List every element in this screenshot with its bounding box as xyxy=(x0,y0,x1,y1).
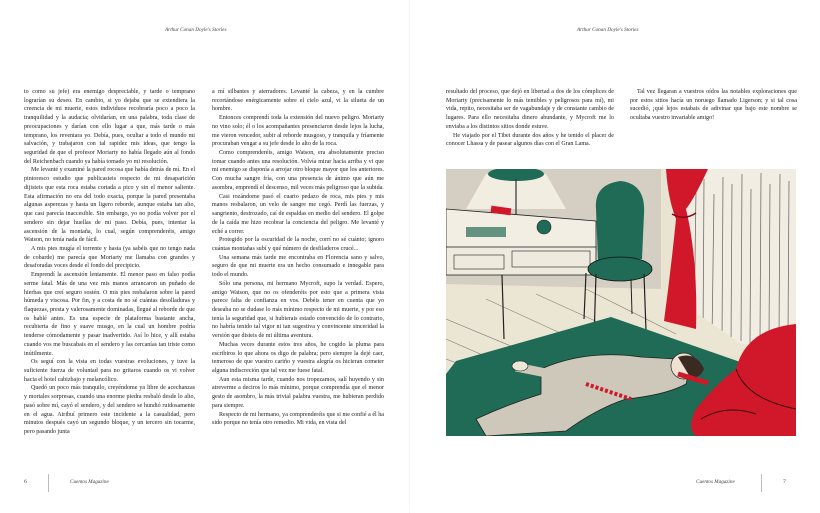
paragraph: Protegido por la oscuridad de la noche, corrí no sé cuánto; ignoro cuántas montañas subí y qué número de desfiladeros crucé... xyxy=(212,237,384,252)
running-head: Arthur Conan Doyle's Stories xyxy=(165,27,227,33)
paragraph: a mí silbantes y aterradores. Levanté la cabeza, y en la cumbre recortándose enérgicamente sobre el cielo azul, vi la silueta de un hombre. xyxy=(212,89,384,113)
magazine-title: Cuentos Magazine xyxy=(696,479,735,485)
paragraph: He viajado por el Tibet durante dos años y he tenido el placer de conocer Lhassa y de pasear algunos días con el Gran Lama. xyxy=(446,132,614,148)
paragraph: resultado del proceso, que dejó en libertad a dos de los cómplices de Moriarty (precisamente lo más temibles y peligrosos para mí), mi vida, repito, necesitaba ser de vagabundaje y de constante cambio de lugares. Para ello necesitaba dinero abundante, y Mycroft me lo enviaba a los distintos sitios donde estuve. xyxy=(446,89,614,130)
magazine-title: Cuentos Magazine xyxy=(70,479,109,485)
text-column-1 xyxy=(24,88,195,437)
paragraph: A mis pies mugía el torrente y hasta (ya sabéis que no tengo nada de cobarde) me parecía que Moriarty me llamaba con grandes y desaforadas voces desde el fondo del precipicio. xyxy=(24,245,195,270)
paragraph: Quedó un poco más tranquilo, creyéndome ya libre de acechanzas y mortales sorpresas, cuando una enorme piedra resbaló desde lo alto, pasó sobre mí, cayó el sendero, y del sendero se hundió ruidosamente en el agua. Atribuí primero este incidente a la casualidad, pero minutos después cayó un segundo bloque, y un tercero sin tocarme, pero pasando junta xyxy=(24,385,195,436)
paragraph: Como comprenderéis, amigo Watson, era absolutamente preciso tomar cuando antes una resolución. Volvía mirar hacia arriba y vi que mi enemigo se disponía a arrojar otro bloque mayor que los anteriores. Con mucha sangre fría, con una presencia de ánimo que aún me asombra, emprendí el descenso, mil veces más peligroso que la subida. xyxy=(212,150,384,191)
folio-divider xyxy=(48,474,49,492)
paragraph: Sólo una persona, mi hermano Mycroft, supo la verdad. Espero, amigo Watson, que no os ofenderéis por esto que a primera vista parece falta de confianza en vos. Debéis tener en cuenta que yo deseaba no se dudase lo más mínimo respecto de mi muerte, y por eso tenía la seguridad que, si hubierais estado convencido de lo contrario, no habría tenido tal vigor ni tan sugestiva y convincente sinceridad la versión que disteis de mi última aventura. xyxy=(212,280,384,340)
paragraph: Entonces comprendí toda la extensión del nuevo peligro. Moriarty no vino solo; él o los acompañantes presenciaron desde lejos la lucha, me vieron vencedor, subir al reborde musgoso, y tranquila y fríamente procuraban vengar a su jefe desde lo alto de la roca. xyxy=(212,115,384,148)
story-illustration xyxy=(446,169,796,436)
paragraph: to como su jefe) era enemigo despreciable, y tarde o temprano lograrían su deseo. En cambio, si yo dejaba que se extendiera la creencia de mi muerte, estos individuos recobraría poco a poco la tranquilidad y la audacia; olvidarían, en una palabra, toda clase de preocupaciones y darían con ello lugar a que, más tarde o más temprano, los reventara yo. Debía, pues, ocultar a todo el mundo mi salvación, y trabajaron con tal rapidez mis ideas, que tengo la seguridad de que el profesor Moriarty no había llegado aún al fondo del Reichenbach cuando ya había tomado yo mi resolución. xyxy=(24,89,195,165)
running-head: Arthur Conan Doyle's Stories xyxy=(577,27,639,33)
text-column-2 xyxy=(212,88,384,428)
paragraph: Respecto de mi hermano, ya comprenderéis que si me confié a él ha sido porque no tenía otro remedio. Mi vida, en vista del xyxy=(212,411,384,427)
paragraph: Una semana más tarde me encontraba en Florencia sano y salvo, seguro de que mi muerte era un hecho consumado e innegable para todo el mundo. xyxy=(212,254,384,279)
illustration-art xyxy=(446,169,796,436)
paragraph: Muchas veces durante estos tres años, he cogido la pluma para escribiros lo que ahora os digo de palabra; pero siempre la dejé caer, temeroso de que vuestro cariño y vuestra alegría os hicieran cometer alguna indiscreción que tal vez me fuese fatal. xyxy=(212,341,384,374)
paragraph: Me levanté y examiné la pared rocosa que había detrás de mí. En el pintoresco estudio que publicasteis respecto de mi desaparición dijisteis que esta roca estaba cortada a pico y sin el menor saliente. Esta afirmación no era del todo exacta, porque la pared presentaba algunas asperezas y hasta un ligero reborde, aunque estaba tan alto, que casi parecía inaccesible. Sin embargo, yo no podía volver por el sendero sin dejar huellas de mi paso. Debía, pues, intentar la ascensión de la montaña, lo cual, según comprenderéis, amigo Watson, no tenía nada de fácil. xyxy=(24,167,195,244)
paragraph: Os seguí con la vista en todas vuestras evoluciones, y tuve la suficiente fuerza de voluntad para no gritaros cuando os vi volver hacia el hotel cabizbajo y melancólico. xyxy=(24,359,195,383)
text-column-1 xyxy=(446,88,614,149)
paragraph: Emprendí la ascensión lentamente. El menor paso en falso podía serme fatal. Más de una vez mis manos arrancaron un puñado de hierbas que creí seguro sostén. O mis pies resbalaron sobre la pared húmeda y viscosa. Por fin, y a costa de no sé cuántas desolladuras y flaquezas, presta y valerosamente dominadas, llegué al reborde de que os hablé antes. Es una especie de plataforma bastante ancha, recubierta de fino y suave musgo, en la cual un hombre podría tenderse cómodamente y pasar inadvertido. Así lo hice, y allí estaba cuando vos me buscabais en el sendero y las cercanías tan triste como inútilmente. xyxy=(24,272,195,357)
page-number: 6 xyxy=(24,479,27,485)
paragraph: Casi rozándome pasó el cuarto pedazo de roca, mis pies y mis manos resbalaron, un velo de sangre me cegó. Perdí las fuerzas, y sangriento, destrozado, caí de espaldas en medio del sendero. El golpe de la caída me hizo recobrar la conciencia del peligro. Me levanté y eché a correr. xyxy=(212,193,384,235)
paragraph: Aun esta misma tarde, cuando nos tropezamos, salí huyendo y sin atreverme a deciros lo más mínimo, porque comprendía que el menor gesto de asombro, la más trivial palabra vuestra, me hubieran perdido para siempre. xyxy=(212,376,384,409)
paragraph: Tal vez llegaran a vuestros oídos las notables exploraciones que por estos sitios hacía un noruego llamado Ligerson; y si tal cosa sucedió, ¡qué lejos estabais de adivinar que bajo este nombre se ocultaba vuestro invariable amigo! xyxy=(630,89,797,122)
page-number: 7 xyxy=(783,479,786,485)
folio-divider xyxy=(761,474,762,492)
right-page xyxy=(410,0,820,513)
text-column-2 xyxy=(630,88,797,123)
